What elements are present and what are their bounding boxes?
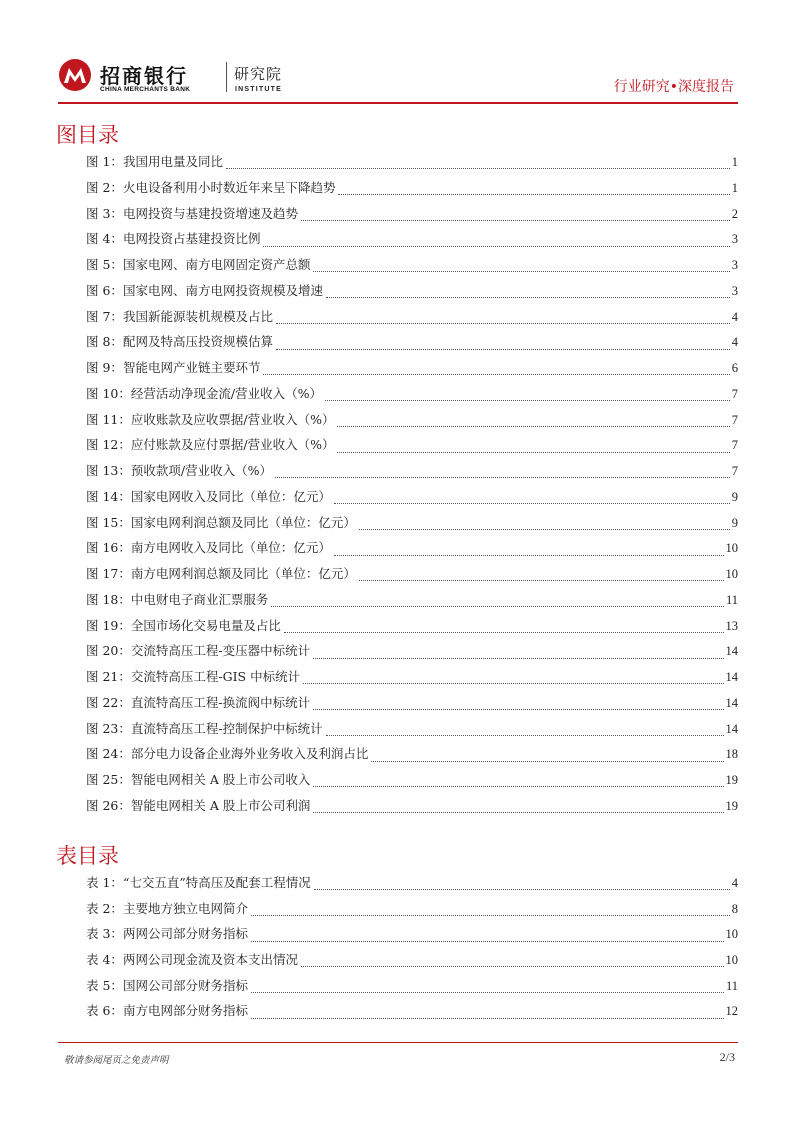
figure-entry-page: 7 bbox=[731, 438, 738, 453]
figure-entry-page: 14 bbox=[725, 721, 738, 736]
figure-entry-title: 智能电网相关 A 股上市公司利润 bbox=[130, 797, 311, 813]
figure-entry-label: 图 9： bbox=[86, 360, 123, 375]
figure-entry-title: 直流特高压工程-换流阀中标统计 bbox=[130, 694, 311, 710]
page-number: 2/3 bbox=[719, 1050, 735, 1064]
figure-toc-entry[interactable] bbox=[86, 487, 738, 513]
figure-toc-entry[interactable] bbox=[86, 744, 738, 770]
figure-toc-entry[interactable] bbox=[86, 255, 738, 281]
figure-entry-label: 图 23： bbox=[86, 720, 131, 736]
table-toc-entry[interactable] bbox=[86, 1001, 738, 1027]
figure-toc-entry[interactable] bbox=[86, 538, 738, 564]
leader-dots bbox=[284, 632, 724, 633]
table-entry-title: 两网公司部分财务指标 bbox=[122, 926, 248, 942]
figure-toc-entry[interactable] bbox=[86, 667, 738, 693]
tables-section-title: 表目录 bbox=[56, 844, 119, 868]
figure-entry-label: 图 24： bbox=[86, 746, 131, 762]
figure-entry-title: 经营活动净现金流/营业收入（%） bbox=[130, 385, 322, 401]
leader-dots bbox=[263, 246, 729, 247]
leader-dots bbox=[303, 683, 723, 684]
leader-dots bbox=[276, 323, 730, 324]
leader-dots bbox=[275, 477, 730, 478]
figure-entry-label: 图 16： bbox=[86, 540, 131, 556]
figure-toc-entry[interactable] bbox=[86, 616, 738, 642]
figure-entry-title: 国家电网收入及同比（单位：亿元） bbox=[130, 488, 331, 504]
figure-toc-entry[interactable] bbox=[86, 229, 738, 255]
table-entry-title: 国网公司部分财务指标 bbox=[122, 977, 248, 993]
figure-entry-title: 国家电网、南方电网固定资产总额 bbox=[122, 257, 311, 272]
figure-entry-label: 图 17： bbox=[86, 566, 131, 581]
figure-entry-title: 预收款项/营业收入（%） bbox=[130, 463, 272, 478]
leader-dots bbox=[359, 529, 730, 530]
leader-dots bbox=[334, 503, 730, 504]
leader-dots bbox=[314, 889, 730, 890]
figure-toc-entry[interactable] bbox=[86, 332, 738, 358]
leader-dots bbox=[325, 400, 730, 401]
page-header bbox=[58, 58, 738, 102]
figure-toc-entry[interactable] bbox=[86, 590, 738, 616]
figure-entry-label: 图 25： bbox=[86, 772, 131, 787]
leader-dots bbox=[337, 452, 729, 453]
footer-disclaimer: 敬请参阅尾页之免责声明 bbox=[64, 1055, 169, 1066]
figure-entry-page: 3 bbox=[731, 283, 738, 298]
figure-toc-entry[interactable] bbox=[86, 384, 738, 410]
figure-entry-label: 图 22： bbox=[86, 694, 131, 710]
table-entry-label: 表 3： bbox=[86, 926, 123, 942]
figure-entry-label: 图 21： bbox=[86, 669, 131, 684]
figure-entry-title: 南方电网收入及同比（单位：亿元） bbox=[130, 540, 331, 556]
figure-entry-page: 4 bbox=[731, 309, 738, 324]
figure-entry-title: 配网及特高压投资规模估算 bbox=[122, 334, 273, 350]
table-toc-entry[interactable] bbox=[86, 976, 738, 1002]
figure-entry-page: 14 bbox=[725, 644, 738, 659]
leader-dots bbox=[326, 297, 730, 298]
leader-dots bbox=[263, 374, 729, 375]
figure-toc-entry[interactable] bbox=[86, 641, 738, 667]
table-entry-page: 12 bbox=[725, 1004, 738, 1019]
leader-dots bbox=[301, 966, 724, 967]
figure-entry-page: 3 bbox=[731, 232, 738, 247]
figure-entry-page: 2 bbox=[731, 206, 738, 221]
figure-toc-entry[interactable] bbox=[86, 796, 738, 822]
figure-entry-title: 交流特高压工程-GIS 中标统计 bbox=[130, 669, 301, 684]
leader-dots bbox=[337, 426, 729, 427]
figure-entry-title: 火电设备利用小时数近年来呈下降趋势 bbox=[122, 179, 336, 195]
figure-toc-entry[interactable] bbox=[86, 178, 738, 204]
leader-dots bbox=[313, 786, 723, 787]
figure-entry-title: 部分电力设备企业海外业务收入及利润占比 bbox=[130, 746, 369, 762]
figure-toc-entry[interactable] bbox=[86, 770, 738, 796]
figure-entry-page: 7 bbox=[731, 386, 738, 401]
leader-dots bbox=[313, 812, 723, 813]
figure-toc-entry[interactable] bbox=[86, 307, 738, 333]
figure-entry-label: 图 26： bbox=[86, 797, 131, 813]
figure-entry-label: 图 20： bbox=[86, 643, 131, 659]
figure-entry-title: 智能电网相关 A 股上市公司收入 bbox=[130, 772, 311, 787]
leader-dots bbox=[276, 349, 730, 350]
figure-toc-entry[interactable] bbox=[86, 693, 738, 719]
figure-entry-label: 图 18： bbox=[86, 591, 131, 607]
bank-name-cn: 招商银行 bbox=[100, 64, 188, 88]
table-entry-page: 11 bbox=[725, 978, 738, 993]
leader-dots bbox=[313, 709, 723, 710]
figure-entry-title: 国家电网、南方电网投资规模及增速 bbox=[122, 282, 323, 298]
cmb-logo-icon bbox=[58, 58, 92, 92]
figure-entry-label: 图 2： bbox=[86, 179, 123, 195]
leader-dots bbox=[326, 735, 724, 736]
figure-entry-title: 中电财电子商业汇票服务 bbox=[130, 591, 269, 607]
figure-toc-entry[interactable] bbox=[86, 204, 738, 230]
table-entry-label: 表 6： bbox=[86, 1003, 123, 1019]
figure-entry-label: 图 5： bbox=[86, 257, 123, 272]
leader-dots bbox=[338, 194, 729, 195]
figure-entry-page: 10 bbox=[725, 567, 738, 581]
figure-entry-title: 我国新能源装机规模及占比 bbox=[122, 308, 273, 324]
figure-entry-label: 图 4： bbox=[86, 231, 123, 247]
figure-entry-page: 9 bbox=[731, 489, 738, 504]
figure-entry-label: 图 6： bbox=[86, 282, 123, 298]
table-entry-label: 表 4： bbox=[86, 952, 123, 968]
header-divider bbox=[58, 102, 738, 104]
leader-dots bbox=[271, 606, 724, 607]
leader-dots bbox=[301, 220, 730, 221]
logo-divider bbox=[226, 62, 227, 92]
figure-entry-title: 直流特高压工程-控制保护中标统计 bbox=[130, 720, 323, 736]
leader-dots bbox=[371, 761, 723, 762]
figure-entry-title: 我国用电量及同比 bbox=[122, 154, 223, 169]
figure-entry-label: 图 7： bbox=[86, 308, 123, 324]
figure-entry-title: 智能电网产业链主要环节 bbox=[122, 360, 261, 375]
figure-entry-page: 18 bbox=[725, 747, 738, 762]
figure-entry-title: 全国市场化交易电量及占比 bbox=[130, 617, 281, 633]
figure-entry-page: 10 bbox=[725, 541, 738, 556]
figure-entry-title: 交流特高压工程-变压器中标统计 bbox=[130, 643, 311, 659]
figure-toc-entry[interactable] bbox=[86, 358, 738, 384]
figure-toc-entry[interactable] bbox=[86, 461, 738, 487]
figure-entry-page: 19 bbox=[725, 773, 738, 787]
figure-toc-entry[interactable] bbox=[86, 152, 738, 178]
figure-entry-label: 图 12： bbox=[86, 437, 131, 453]
figure-entry-label: 图 11： bbox=[86, 411, 131, 427]
figures-toc bbox=[86, 152, 738, 822]
table-entry-title: 南方电网部分财务指标 bbox=[122, 1003, 248, 1019]
table-entry-title: 主要地方独立电网简介 bbox=[122, 900, 248, 916]
leader-dots bbox=[251, 992, 724, 993]
table-toc-entry[interactable] bbox=[86, 950, 738, 976]
figure-entry-page: 3 bbox=[731, 258, 738, 272]
figure-toc-entry[interactable] bbox=[86, 435, 738, 461]
figure-entry-label: 图 1： bbox=[86, 154, 123, 169]
figure-entry-page: 7 bbox=[731, 464, 738, 478]
institute-name-en: INSTITUTE bbox=[235, 86, 282, 93]
figures-section-title: 图目录 bbox=[56, 123, 119, 147]
figure-toc-entry[interactable] bbox=[86, 281, 738, 307]
figure-entry-title: 国家电网利润总额及同比（单位：亿元） bbox=[130, 514, 356, 530]
figure-toc-entry[interactable] bbox=[86, 719, 738, 745]
table-toc-entry[interactable] bbox=[86, 924, 738, 950]
figure-toc-entry[interactable] bbox=[86, 564, 738, 590]
figure-entry-page: 1 bbox=[731, 155, 738, 169]
figure-entry-label: 图 10： bbox=[86, 385, 131, 401]
table-entry-label: 表 5： bbox=[86, 977, 123, 993]
table-entry-page: 10 bbox=[725, 927, 738, 942]
figure-entry-title: 应收账款及应收票据/营业收入（%） bbox=[130, 411, 335, 427]
leader-dots bbox=[226, 168, 730, 169]
leader-dots bbox=[313, 658, 723, 659]
figure-entry-page: 14 bbox=[725, 695, 738, 710]
figure-entry-page: 19 bbox=[725, 798, 738, 813]
figure-entry-page: 11 bbox=[725, 592, 738, 607]
figure-entry-title: 电网投资与基建投资增速及趋势 bbox=[122, 205, 298, 221]
figure-entry-title: 应付账款及应付票据/营业收入（%） bbox=[130, 437, 335, 453]
figure-entry-title: 南方电网利润总额及同比（单位：亿元） bbox=[130, 566, 356, 581]
leader-dots bbox=[251, 915, 730, 916]
figure-entry-page: 1 bbox=[731, 180, 738, 195]
figure-entry-page: 4 bbox=[731, 335, 738, 350]
table-toc-entry[interactable] bbox=[86, 873, 738, 899]
leader-dots bbox=[359, 580, 724, 581]
leader-dots bbox=[334, 555, 724, 556]
tables-toc bbox=[86, 873, 738, 1027]
figure-toc-entry[interactable] bbox=[86, 513, 738, 539]
figure-entry-label: 图 19： bbox=[86, 617, 131, 633]
table-entry-title: 两网公司现金流及资本支出情况 bbox=[122, 952, 298, 968]
figure-entry-page: 14 bbox=[725, 670, 738, 684]
footer-divider bbox=[58, 1042, 738, 1043]
figure-entry-label: 图 13： bbox=[86, 463, 131, 478]
table-entry-label: 表 1： bbox=[86, 875, 123, 890]
institute-name-cn: 研究院 bbox=[234, 65, 283, 83]
figure-entry-label: 图 3： bbox=[86, 205, 123, 221]
figure-toc-entry[interactable] bbox=[86, 410, 738, 436]
table-toc-entry[interactable] bbox=[86, 899, 738, 925]
figure-entry-label: 图 8： bbox=[86, 334, 123, 350]
leader-dots bbox=[251, 941, 724, 942]
table-entry-page: 10 bbox=[725, 953, 738, 968]
table-entry-label: 表 2： bbox=[86, 900, 123, 916]
leader-dots bbox=[251, 1018, 724, 1019]
table-entry-title: “七交五直”特高压及配套工程情况 bbox=[122, 875, 311, 890]
figure-entry-page: 7 bbox=[731, 412, 738, 427]
table-entry-page: 4 bbox=[731, 876, 738, 890]
figure-entry-label: 图 14： bbox=[86, 488, 131, 504]
report-type: 行业研究•深度报告 bbox=[613, 79, 734, 95]
figure-entry-label: 图 15： bbox=[86, 514, 131, 530]
figure-entry-title: 电网投资占基建投资比例 bbox=[122, 231, 261, 247]
table-entry-page: 8 bbox=[731, 901, 738, 916]
figure-entry-page: 9 bbox=[731, 515, 738, 530]
bank-name-en: CHINA MERCHANTS BANK bbox=[100, 86, 191, 93]
leader-dots bbox=[313, 271, 729, 272]
figure-entry-page: 6 bbox=[731, 361, 738, 375]
figure-entry-page: 13 bbox=[725, 618, 738, 633]
